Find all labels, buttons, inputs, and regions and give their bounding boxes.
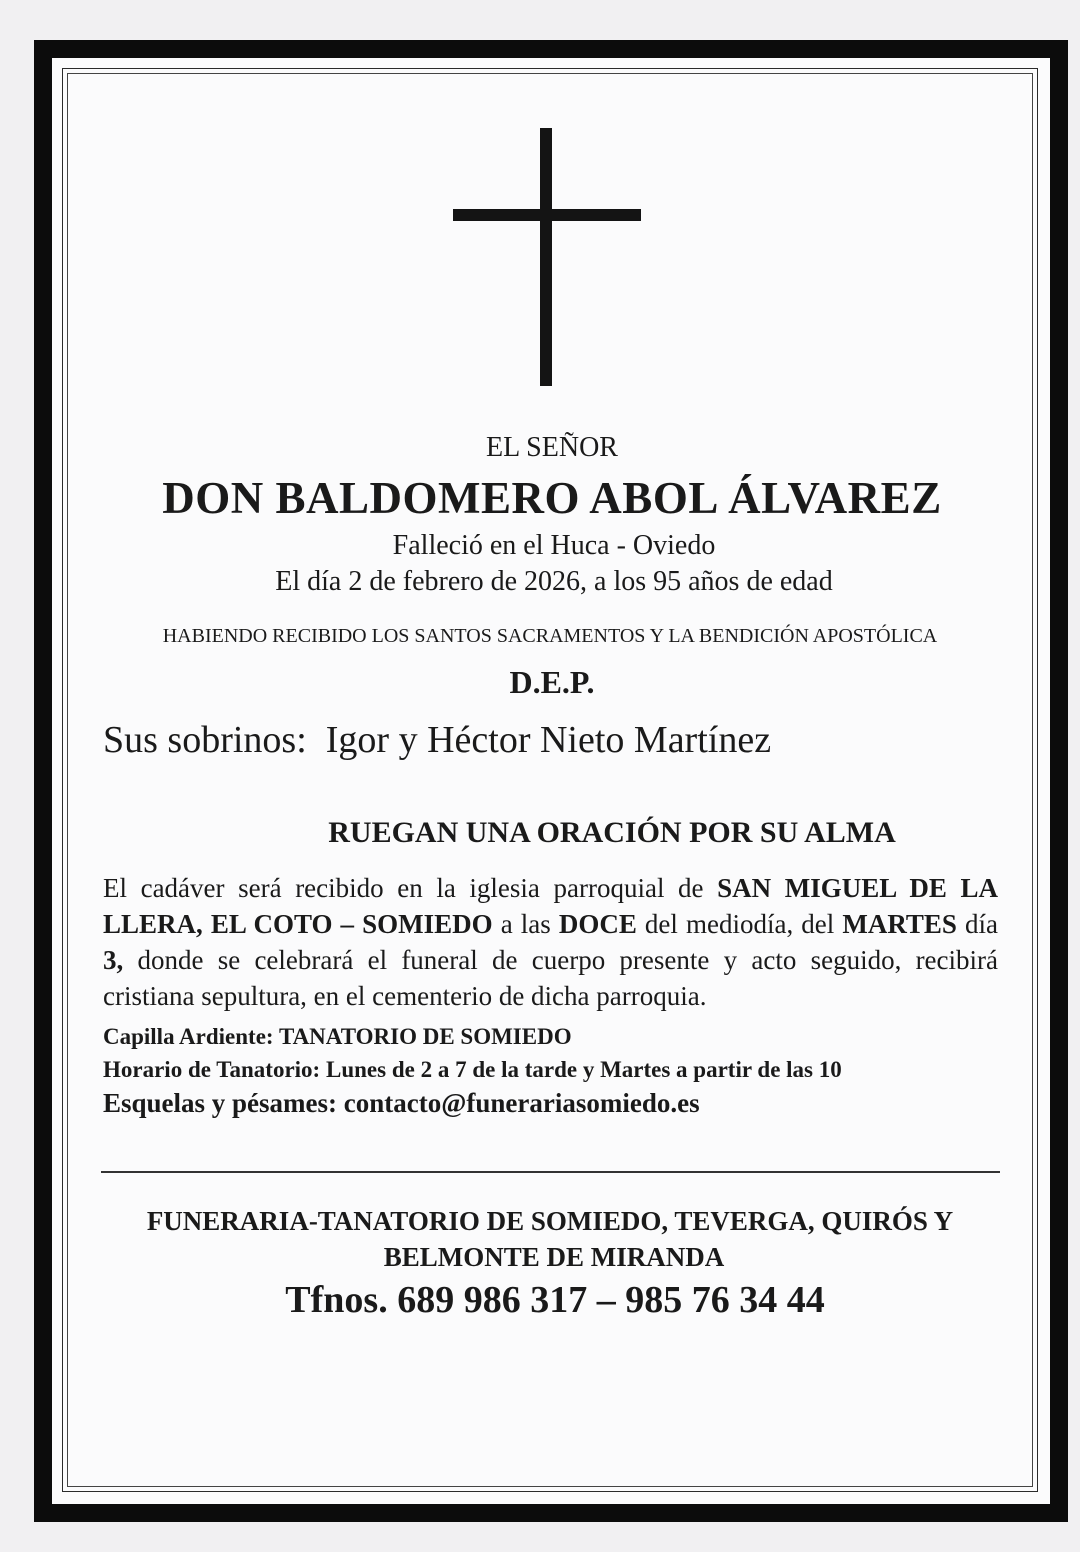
family-names: Igor y Héctor Nieto Martínez	[325, 719, 772, 761]
funeral-day-number: 3,	[103, 945, 124, 975]
funeral-home-name-line1: FUNERARIA-TANATORIO DE SOMIEDO, TEVERGA, QUIRÓS Y	[146, 1206, 954, 1236]
funeral-text-3: del mediodía, del	[636, 909, 843, 939]
cross-horizontal-bar	[453, 209, 641, 221]
cross-vertical-bar	[540, 128, 552, 386]
contact-email: contacto@funerariasomiedo.es	[343, 1088, 700, 1118]
funeral-paragraph	[103, 870, 998, 1014]
capilla-value: TANATORIO DE SOMIEDO	[278, 1024, 572, 1049]
capilla-label: Capilla Ardiente:	[103, 1024, 274, 1049]
funeral-day: MARTES	[842, 909, 957, 939]
funeral-text-4: día	[956, 909, 998, 939]
place-of-death: Falleció en el Huca - Oviedo	[392, 530, 716, 561]
funeral-text-1: El cadáver será recibido en la iglesia parroquial de	[103, 873, 718, 903]
esquelas-label: Esquelas y pésames:	[103, 1088, 338, 1118]
date-of-death: El día 2 de febrero de 2026, a los 95 años de edad	[275, 566, 833, 597]
esquelas-line	[103, 1088, 700, 1119]
horario-label: Horario de Tanatorio:	[103, 1057, 321, 1082]
church-name: SAN MIGUEL DE LA LLERA, EL COTO – SOMIEDO	[103, 873, 998, 939]
horario-value: Lunes de 2 a 7 de la tarde y Martes a partir de las 10	[325, 1057, 842, 1082]
family-line	[103, 718, 771, 762]
title-prefix: EL SEÑOR	[486, 432, 618, 463]
sacraments-line: HABIENDO RECIBIDO LOS SANTOS SACRAMENTOS Y LA BENDICIÓN APOSTÓLICA	[162, 625, 938, 647]
funeral-home-name-line2: BELMONTE DE MIRANDA	[383, 1242, 725, 1272]
capilla-line	[103, 1024, 572, 1050]
phone-numbers: Tfnos. 689 986 317 – 985 76 34 44	[285, 1279, 825, 1321]
funeral-text-2: a las	[492, 909, 559, 939]
family-label: Sus sobrinos:	[103, 719, 307, 761]
funeral-time: DOCE	[558, 909, 637, 939]
deceased-name: DON BALDOMERO ABOL ÁLVAREZ	[162, 473, 942, 523]
horario-line	[103, 1057, 842, 1083]
prayer-request: RUEGAN UNA ORACIÓN POR SU ALMA	[328, 816, 896, 849]
funeral-text-5: donde se celebrará el funeral de cuerpo presente y acto seguido, recibirá cristiana sepultura, en el cementerio de dicha parroquia.	[103, 945, 998, 1011]
footer-divider	[101, 1171, 1000, 1173]
rip-abbreviation: D.E.P.	[509, 664, 595, 700]
